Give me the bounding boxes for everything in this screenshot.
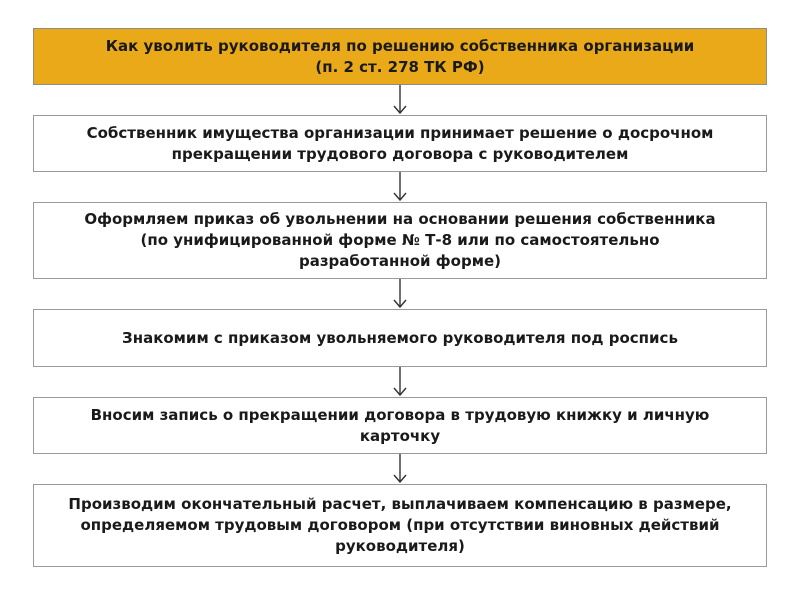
step-box-1 <box>33 115 767 172</box>
step-box-4 <box>33 397 767 454</box>
arrow-down-icon <box>391 172 409 202</box>
flow-title-box <box>33 28 767 85</box>
arrow-down-icon <box>391 367 409 397</box>
step-box-3 <box>33 309 767 367</box>
arrow-down-icon <box>391 85 409 115</box>
step-text-1: Собственник имущества организации принимает решение о досрочном прекращении трудового договора с руководителем <box>86 123 714 163</box>
step-text-4: Вносим запись о прекращении договора в трудовую книжку и личную карточку <box>90 405 710 445</box>
step-box-2 <box>33 202 767 279</box>
step-text-2: Оформляем приказ об увольнении на основании решения собственника (по унифицированной форме № Т-8 или по самостоятельно разработанной форме) <box>84 210 716 270</box>
step-box-5 <box>33 484 767 567</box>
step-text-3: Знакомим с приказом увольняемого руководителя под роспись <box>122 328 678 347</box>
step-text-5: Производим окончательный расчет, выплачиваем компенсацию в размере, определяемом трудовым договором (при отсутствии виновных действий руководителя) <box>68 495 732 555</box>
arrow-down-icon <box>391 454 409 484</box>
flow-title-text: Как уволить руководителя по решению собственника организации (п. 2 ст. 278 ТК РФ) <box>105 36 695 76</box>
arrow-down-icon <box>391 279 409 309</box>
